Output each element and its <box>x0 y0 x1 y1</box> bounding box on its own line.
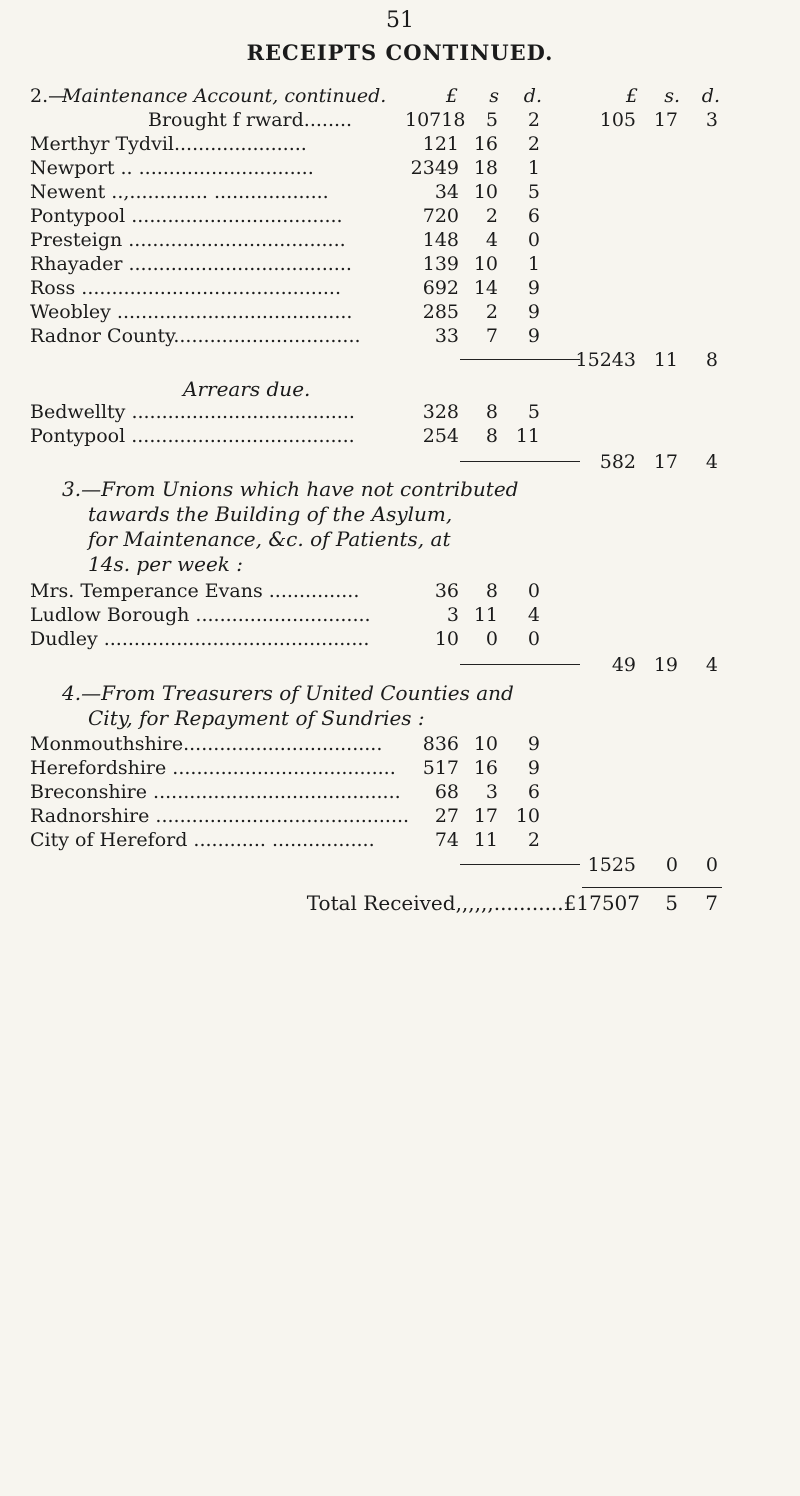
row-pence: 9 <box>527 277 540 299</box>
bf-pence: 2 <box>527 109 540 131</box>
row-pounds: 36 <box>434 580 459 602</box>
row-pence: 9 <box>527 757 540 779</box>
row-label: Breconshire ......................................... <box>30 781 401 803</box>
total-pounds: 582 <box>599 451 636 473</box>
row-shillings: 4 <box>485 229 498 251</box>
row-shillings: 14 <box>473 277 498 299</box>
row-shillings: 8 <box>485 401 498 423</box>
ledger-row <box>0 580 800 602</box>
row-pence: 5 <box>527 181 540 203</box>
row-pounds: 148 <box>422 229 459 251</box>
row-pounds: 139 <box>422 253 459 275</box>
row-pounds: 285 <box>422 301 459 323</box>
ledger-row <box>0 301 800 323</box>
row-pence: 4 <box>527 604 540 626</box>
section4-title-line: 4.—From Treasurers of United Counties and <box>62 681 514 705</box>
row-shillings: 10 <box>473 181 498 203</box>
row-label: Pontypool ................................... <box>30 205 343 227</box>
row-pounds: 68 <box>434 781 459 803</box>
row-shillings: 8 <box>485 580 498 602</box>
col-header-total-pence: d. <box>701 85 720 107</box>
ledger-row <box>0 253 800 275</box>
row-label: Weobley ....................................... <box>30 301 353 323</box>
grand-total-row <box>0 892 800 914</box>
row-pounds: 2349 <box>410 157 459 179</box>
row-pounds: 836 <box>422 733 459 755</box>
row-pounds: 328 <box>422 401 459 423</box>
row-label: Ross ........................................... <box>30 277 341 299</box>
row-shillings: 16 <box>473 133 498 155</box>
bf-total-shillings: 17 <box>653 109 678 131</box>
row-shillings: 3 <box>485 781 498 803</box>
bf-total-pence: 3 <box>705 109 718 131</box>
row-shillings: 10 <box>473 253 498 275</box>
ledger-row <box>0 757 800 779</box>
section3-total-row <box>0 654 800 676</box>
row-pence: 1 <box>527 157 540 179</box>
ledger-row <box>0 425 800 447</box>
row-pence: 2 <box>527 133 540 155</box>
row-pounds: 27 <box>434 805 459 827</box>
total-shillings: 11 <box>653 349 678 371</box>
row-pence: 9 <box>527 301 540 323</box>
row-label: Presteign .................................... <box>30 229 346 251</box>
row-label: Pontypool ..................................... <box>30 425 355 447</box>
arrears-total-row <box>0 451 800 473</box>
row-pounds: 74 <box>434 829 459 851</box>
total-shillings: 19 <box>653 654 678 676</box>
section2-total-row <box>0 349 800 371</box>
row-label: Newport .. ............................. <box>30 157 314 179</box>
row-label: Newent ..,............. ................... <box>30 181 329 203</box>
total-shillings: 0 <box>665 854 678 876</box>
total-pence: 0 <box>705 854 718 876</box>
arrears-heading: Arrears due. <box>183 377 311 401</box>
row-label: Herefordshire ..................................... <box>30 757 396 779</box>
row-pounds: 692 <box>422 277 459 299</box>
section2-title: Maintenance Account, continued. <box>62 85 387 107</box>
row-pence: 5 <box>527 401 540 423</box>
ledger-row <box>0 181 800 203</box>
section2-number: 2.— <box>30 85 68 107</box>
row-label: Ludlow Borough ............................. <box>30 604 371 626</box>
col-header-pence: d. <box>523 85 542 107</box>
total-pounds: 15243 <box>575 349 636 371</box>
total-pence: 4 <box>705 654 718 676</box>
section4-title-line: City, for Repayment of Sundries : <box>88 706 425 730</box>
grand-total-pence: 7 <box>705 891 718 915</box>
row-shillings: 11 <box>473 829 498 851</box>
row-label: Monmouthshire................................. <box>30 733 383 755</box>
row-pence: 9 <box>527 325 540 347</box>
row-shillings: 2 <box>485 301 498 323</box>
row-pence: 0 <box>527 229 540 251</box>
row-shillings: 18 <box>473 157 498 179</box>
ledger-row <box>0 604 800 626</box>
total-pence: 8 <box>705 349 718 371</box>
row-pounds: 10 <box>434 628 459 650</box>
col-header-total-shillings: s. <box>664 85 680 107</box>
total-shillings: 17 <box>653 451 678 473</box>
row-label: Mrs. Temperance Evans ............... <box>30 580 360 602</box>
row-shillings: 7 <box>485 325 498 347</box>
total-pounds: 1525 <box>587 854 636 876</box>
page-number: 51 <box>386 8 414 33</box>
ledger-row <box>0 205 800 227</box>
row-pounds: 720 <box>422 205 459 227</box>
grand-total-shillings: 5 <box>665 891 678 915</box>
brought-forward-label: Brought f rward........ <box>148 109 353 131</box>
ledger-row <box>0 157 800 179</box>
bf-shillings: 5 <box>485 109 498 131</box>
bf-pounds: 10718 <box>405 109 466 131</box>
section3-title-line: for Maintenance, &c. of Patients, at <box>88 527 451 551</box>
ledger-row <box>0 628 800 650</box>
row-pence: 0 <box>527 580 540 602</box>
page-heading: RECEIPTS CONTINUED. <box>246 40 554 65</box>
row-pence: 9 <box>527 733 540 755</box>
ledger-row <box>0 829 800 851</box>
col-header-total-pounds: £ <box>625 85 638 107</box>
section4-total-row <box>0 854 800 876</box>
row-pence: 11 <box>515 425 540 447</box>
section3-title-line: tawards the Building of the Asylum, <box>88 502 453 526</box>
row-label: Merthyr Tydvil...................... <box>30 133 307 155</box>
ledger-row <box>0 733 800 755</box>
row-shillings: 0 <box>485 628 498 650</box>
row-label: Rhayader ..................................... <box>30 253 352 275</box>
row-label: Bedwellty ..................................... <box>30 401 355 423</box>
ledger-row <box>0 805 800 827</box>
brought-forward-row <box>0 109 800 131</box>
row-pounds: 121 <box>422 133 459 155</box>
section2-title-row <box>0 85 800 107</box>
ledger-row <box>0 133 800 155</box>
row-pounds: 33 <box>434 325 459 347</box>
row-pounds: 517 <box>422 757 459 779</box>
bf-total-pounds: 105 <box>599 109 636 131</box>
col-header-pounds: £ <box>445 85 458 107</box>
row-pence: 6 <box>527 205 540 227</box>
row-shillings: 2 <box>485 205 498 227</box>
total-pounds: 49 <box>611 654 636 676</box>
row-label: City of Hereford ............ ................. <box>30 829 375 851</box>
section3-title-line: 14s. per week : <box>88 552 243 576</box>
ledger-row <box>0 229 800 251</box>
row-pence: 1 <box>527 253 540 275</box>
row-pence: 10 <box>515 805 540 827</box>
row-pounds: 3 <box>446 604 459 626</box>
row-pounds: 254 <box>422 425 459 447</box>
row-pounds: 34 <box>434 181 459 203</box>
row-label: Radnor County............................... <box>30 325 361 347</box>
row-shillings: 10 <box>473 733 498 755</box>
row-shillings: 17 <box>473 805 498 827</box>
row-shillings: 11 <box>473 604 498 626</box>
ledger-row <box>0 401 800 423</box>
grand-total-rule <box>582 887 722 888</box>
row-label: Dudley ............................................ <box>30 628 370 650</box>
section3-title-line: 3.—From Unions which have not contributed <box>62 477 519 501</box>
row-pence: 0 <box>527 628 540 650</box>
grand-total-label: Total Received,,,,,,...........£17507 <box>306 892 640 914</box>
row-pence: 2 <box>527 829 540 851</box>
ledger-row <box>0 781 800 803</box>
ledger-row <box>0 325 800 347</box>
row-shillings: 16 <box>473 757 498 779</box>
col-header-shillings: s <box>489 85 499 107</box>
row-pence: 6 <box>527 781 540 803</box>
ledger-row <box>0 277 800 299</box>
row-shillings: 8 <box>485 425 498 447</box>
total-pence: 4 <box>705 451 718 473</box>
row-label: Radnorshire .......................................... <box>30 805 410 827</box>
